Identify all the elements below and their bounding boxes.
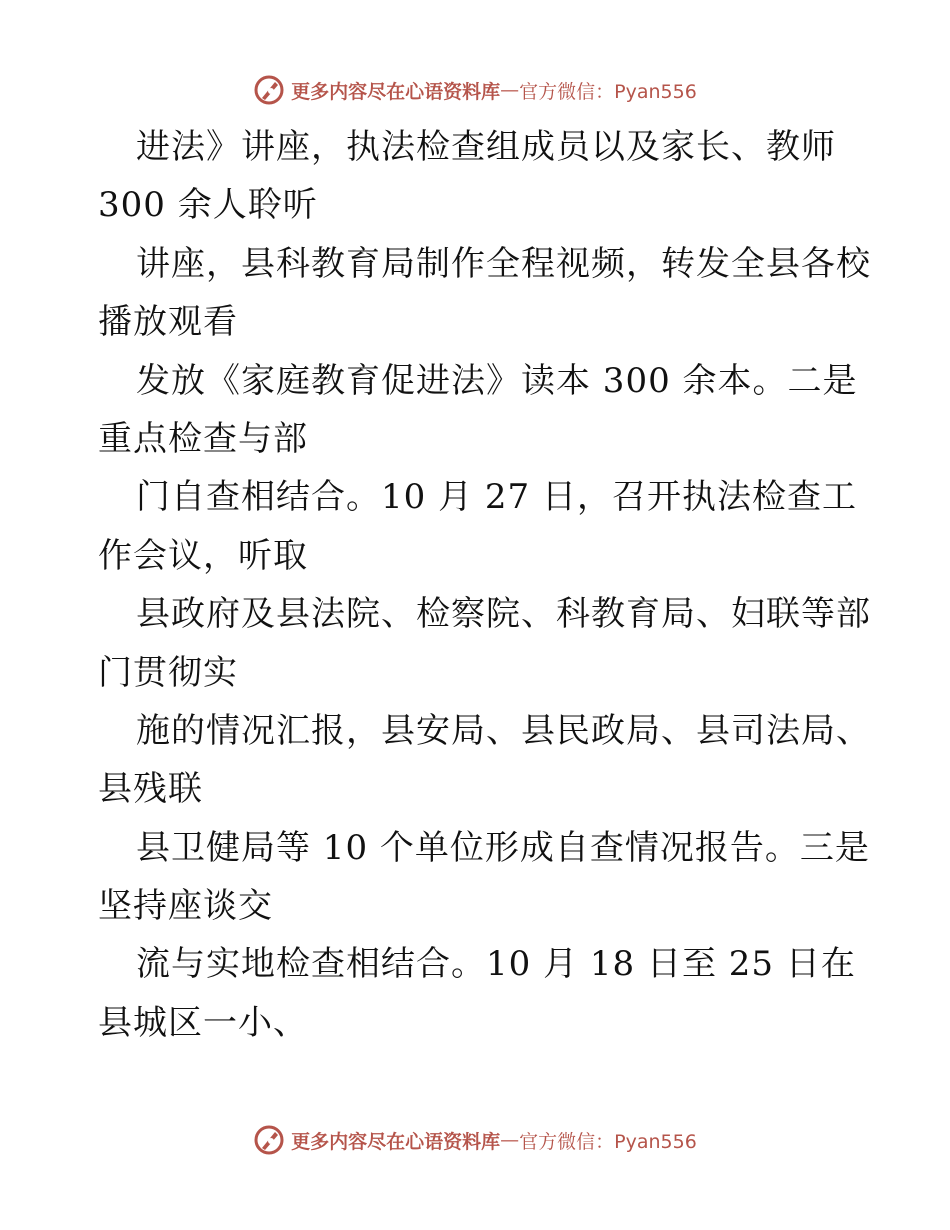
text-line: 县政府及县法院、检察院、科教育局、妇联等部 [136,594,871,635]
pen-quill-logo-icon [253,1124,285,1156]
watermark-brand-text: 更多内容尽在心语资料库 [291,80,501,103]
text-line: 县残联 [98,769,203,810]
text-line: 播放观看 [98,302,238,343]
text-line: 门自查相结合。10 月 27 日，召开执法检查工 [136,477,857,518]
watermark-dash: — [500,79,520,101]
watermark-wechat-text: 官方微信：Pyan556 [519,1130,697,1153]
text-line: 进法》讲座，执法检查组成员以及家长、教师 [136,127,836,167]
text-line: 发放《家庭教育促进法》读本 300 余本。二是 [136,360,858,401]
page-header-watermark [0,70,950,110]
text-line: 县城区一小、 [98,1002,308,1043]
text-line: 流与实地检查相结合。10 月 18 日至 25 日在 [136,944,856,985]
text-line: 门贯彻实 [98,652,238,693]
watermark-brand-text: 更多内容尽在心语资料库 [291,1130,501,1153]
text-line: 作会议，听取 [98,535,308,576]
watermark-dash: — [500,1129,520,1151]
text-line: 300 余人聆听 [98,185,318,226]
pen-quill-logo-icon [253,74,285,106]
text-line: 讲座，县科教育局制作全程视频，转发全县各校 [136,243,871,284]
text-line: 施的情况汇报，县安局、县民政局、县司法局、 [136,710,871,751]
document-body [98,118,878,1052]
text-line: 坚持座谈交 [98,886,273,927]
text-line: 县卫健局等 10 个单位形成自查情况报告。三是 [136,827,870,868]
text-line: 重点检查与部 [98,418,308,459]
watermark-wechat-text: 官方微信：Pyan556 [519,80,697,103]
page-footer-watermark [0,1120,950,1160]
